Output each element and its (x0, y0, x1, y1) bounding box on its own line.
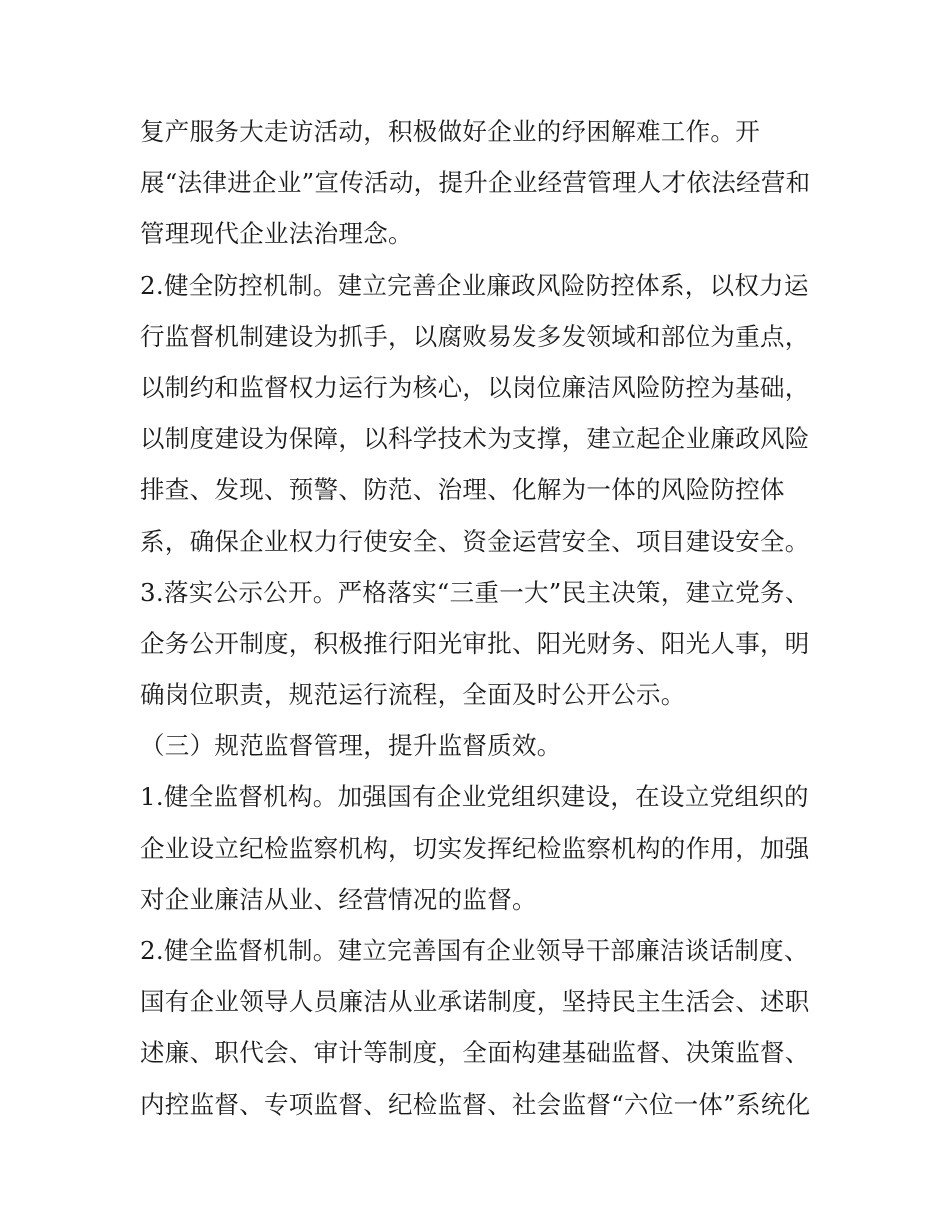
section-heading: （三）规范监督管理，提升监督质效。 (140, 731, 562, 761)
text-line: 对企业廉洁从业、经营情况的监督。 (140, 884, 537, 914)
text-line: 3.落实公示公开。严格落实“三重一大”民主决策，建立党务、 (140, 577, 810, 607)
text-line: 企业设立纪检监察机构，切实发挥纪检监察机构的作用，加强 (140, 833, 810, 863)
text-line: 企务公开制度，积极推行阳光审批、阳光财务、阳光人事，明 (140, 628, 810, 658)
text-line: 确岗位职责，规范运行流程，全面及时公开公示。 (140, 680, 686, 710)
text-line: 国有企业领导人员廉洁从业承诺制度，坚持民主生活会、述职 (140, 987, 810, 1017)
text-line: 复产服务大走访活动，积极做好企业的纾困解难工作。开 (140, 117, 760, 146)
text-line: 排查、发现、预警、防范、治理、化解为一体的风险防控体 (140, 475, 785, 505)
text-line: 行监督机制建设为抓手，以腐败易发多发领域和部位为重点， (140, 321, 810, 351)
text-line: 2.健全防控机制。建立完善企业廉政风险防控体系，以权力运 (140, 270, 809, 300)
body-text (140, 106, 820, 1130)
text-line: 以制度建设为保障，以科学技术为支撑，建立起企业廉政风险 (140, 424, 810, 454)
text-line: 1.健全监督机构。加强国有企业党组织建设，在设立党组织的 (140, 782, 809, 812)
text-line: 以制约和监督权力运行为核心，以岗位廉洁风险防控为基础， (140, 372, 810, 402)
text-line: 述廉、职代会、审计等制度，全面构建基础监督、决策监督、 (140, 1038, 810, 1068)
text-line: 管理现代企业法治理念。 (140, 219, 413, 249)
text-line: 内控监督、专项监督、纪检监督、社会监督“六位一体”系统化 (140, 1089, 811, 1119)
text-line: 展“法律进企业”宣传活动，提升企业经营管理人才依法经营和 (140, 168, 811, 198)
text-line: 2.健全监督机制。建立完善国有企业领导干部廉洁谈话制度、 (140, 936, 809, 965)
text-line: 系，确保企业权力行使安全、资金运营安全、项目建设安全。 (140, 526, 810, 556)
